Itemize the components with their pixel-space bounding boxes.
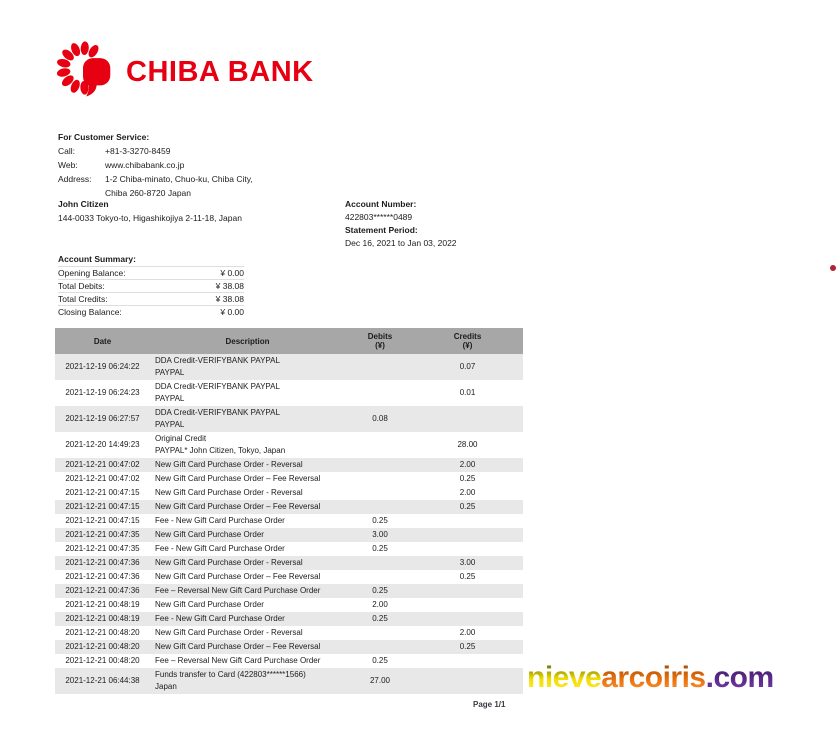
table-row (55, 432, 523, 458)
cell-description: Funds transfer to Card (422803******1566) Japan (155, 670, 306, 691)
cell-description: New Gift Card Purchase Order – Fee Reversal (155, 502, 321, 511)
customer-service-address-line2: Chiba 260-8720 Japan (105, 188, 192, 198)
header-debits: Debits (¥) (367, 332, 393, 350)
cell-credit: 0.25 (459, 474, 476, 483)
cell-date: 2021-12-19 06:24:23 (65, 388, 140, 397)
transactions-header (55, 328, 523, 354)
table-row (55, 472, 523, 486)
table-row (55, 570, 523, 584)
cell-date: 2021-12-21 00:48:20 (65, 628, 140, 637)
table-row (55, 528, 523, 542)
cell-debit: 0.25 (372, 544, 388, 553)
account-number-label: Account Number: (345, 199, 417, 209)
cell-date: 2021-12-19 06:24:22 (65, 362, 140, 371)
table-row (55, 598, 523, 612)
cell-date: 2021-12-20 14:49:23 (65, 440, 140, 449)
cell-date: 2021-12-21 00:47:36 (65, 572, 140, 581)
cell-description: Fee - New Gift Card Purchase Order (155, 516, 285, 525)
cell-date: 2021-12-21 00:47:36 (65, 558, 140, 567)
summary-row-total-credits: Total Credits: ¥ 38.08 (58, 294, 244, 304)
account-number-value: 422803******0489 (345, 212, 413, 222)
cell-date: 2021-12-21 00:47:15 (65, 502, 140, 511)
cell-debit: 3.00 (372, 530, 388, 539)
customer-service-web: Web: www.chibabank.co.jp (58, 160, 185, 170)
watermark-part2: arcoiris (601, 661, 706, 694)
cell-description: New Gift Card Purchase Order – Fee Reversal (155, 642, 321, 651)
website-url: www.chibabank.co.jp (105, 160, 185, 170)
cell-debit: 0.25 (372, 586, 388, 595)
table-row (55, 486, 523, 500)
red-dot (830, 265, 836, 271)
table-row (55, 500, 523, 514)
cell-description: Fee – Reversal New Gift Card Purchase Order (155, 656, 321, 665)
cell-description: Fee - New Gift Card Purchase Order (155, 614, 285, 623)
header-description: Description (225, 336, 270, 346)
cell-credit: 28.00 (457, 440, 478, 449)
cell-credit: 0.01 (459, 388, 476, 397)
cell-date: 2021-12-21 00:47:35 (65, 530, 140, 539)
cell-description: New Gift Card Purchase Order (155, 530, 264, 539)
cell-description: New Gift Card Purchase Order - Reversal (155, 628, 303, 637)
account-summary-heading: Account Summary: (58, 254, 136, 264)
cell-credit: 0.25 (459, 642, 476, 651)
account-summary-block (58, 253, 244, 318)
cell-debit: 0.25 (372, 614, 388, 623)
header-date: Date (93, 336, 112, 346)
account-holder-address: 144-0033 Tokyo-to, Higashikojiya 2-11-18, Japan (58, 212, 242, 223)
customer-service-heading: For Customer Service: (58, 132, 150, 142)
watermark-part3: .com (705, 661, 774, 694)
watermark (527, 656, 774, 700)
table-row (55, 654, 523, 668)
cell-description: DDA Credit-VERIFYBANK PAYPAL PAYPAL (155, 382, 280, 403)
table-row (55, 406, 523, 432)
summary-row-closing-balance: Closing Balance: ¥ 0.00 (58, 307, 244, 317)
cell-debit: 0.25 (372, 656, 388, 665)
cell-description: DDA Credit-VERIFYBANK PAYPAL PAYPAL (155, 408, 280, 429)
cell-credit: 2.00 (459, 628, 476, 637)
cell-description: New Gift Card Purchase Order - Reversal (155, 460, 303, 469)
customer-service-block (58, 130, 253, 200)
cell-description: Fee - New Gift Card Purchase Order (155, 544, 285, 553)
table-row (55, 380, 523, 406)
transactions-body (55, 354, 523, 694)
cell-description: New Gift Card Purchase Order – Fee Reversal (155, 572, 321, 581)
table-row (55, 354, 523, 380)
statement-period-value: Dec 16, 2021 to Jan 03, 2022 (345, 238, 457, 248)
statement-period-label: Statement Period: (345, 225, 418, 235)
customer-service-address: Address: 1-2 Chiba-minato, Chuo-ku, Chiba City, (58, 174, 253, 184)
cell-date: 2021-12-21 00:47:36 (65, 586, 140, 595)
cell-date: 2021-12-21 00:47:02 (65, 474, 140, 483)
cell-description: Fee – Reversal New Gift Card Purchase Order (155, 586, 321, 595)
summary-row-opening-balance: Opening Balance: ¥ 0.00 (58, 268, 244, 278)
account-info-block (345, 198, 457, 250)
cell-description: DDA Credit-VERIFYBANK PAYPAL PAYPAL (155, 356, 280, 377)
cell-debit: 2.00 (372, 600, 388, 609)
bank-logo (52, 36, 314, 100)
bank-name: CHIBA BANK (126, 55, 314, 88)
chiba-flower-icon (52, 36, 114, 100)
cell-date: 2021-12-21 00:47:35 (65, 544, 140, 553)
cell-description: New Gift Card Purchase Order - Reversal (155, 558, 303, 567)
account-holder-block (58, 198, 242, 225)
cell-debit: 27.00 (369, 676, 391, 685)
table-row (55, 458, 523, 472)
cell-credit: 2.00 (459, 488, 476, 497)
table-row (55, 668, 523, 694)
table-row (55, 542, 523, 556)
cell-debit: 0.25 (372, 516, 388, 525)
summary-row-total-debits: Total Debits: ¥ 38.08 (58, 281, 244, 291)
customer-service-call: Call: +81-3-3270-8459 (58, 146, 171, 156)
table-row (55, 640, 523, 654)
cell-credit: 0.25 (459, 502, 476, 511)
cell-date: 2021-12-21 06:44:38 (65, 676, 140, 685)
cell-date: 2021-12-21 00:48:19 (65, 614, 140, 623)
table-row (55, 626, 523, 640)
table-row (55, 556, 523, 570)
cell-description: New Gift Card Purchase Order - Reversal (155, 488, 303, 497)
cell-date: 2021-12-21 00:47:15 (65, 488, 140, 497)
cell-date: 2021-12-21 00:47:15 (65, 516, 140, 525)
table-row (55, 584, 523, 598)
cell-credit: 2.00 (459, 460, 476, 469)
cell-date: 2021-12-19 06:27:57 (65, 414, 140, 423)
table-row (55, 612, 523, 626)
page-number: Page 1/1 (473, 700, 506, 709)
cell-description: New Gift Card Purchase Order (155, 600, 264, 609)
phone-number: +81-3-3270-8459 (105, 146, 171, 156)
cell-credit: 0.25 (459, 572, 476, 581)
table-row (55, 514, 523, 528)
cell-credit: 0.07 (459, 362, 476, 371)
cell-description: New Gift Card Purchase Order – Fee Reversal (155, 474, 321, 483)
transactions-table (55, 328, 523, 694)
cell-credit: 3.00 (459, 558, 476, 567)
header-credits: Credits (¥) (453, 332, 482, 350)
watermark-part1: nieve (527, 661, 602, 694)
cell-date: 2021-12-21 00:48:19 (65, 600, 140, 609)
cell-date: 2021-12-21 00:48:20 (65, 642, 140, 651)
cell-date: 2021-12-21 00:48:20 (65, 656, 140, 665)
cell-description: Original Credit PAYPAL* John Citizen, Tokyo, Japan (155, 434, 286, 455)
account-holder-name: John Citizen (58, 199, 109, 209)
cell-date: 2021-12-21 00:47:02 (65, 460, 140, 469)
cell-debit: 0.08 (372, 414, 388, 423)
